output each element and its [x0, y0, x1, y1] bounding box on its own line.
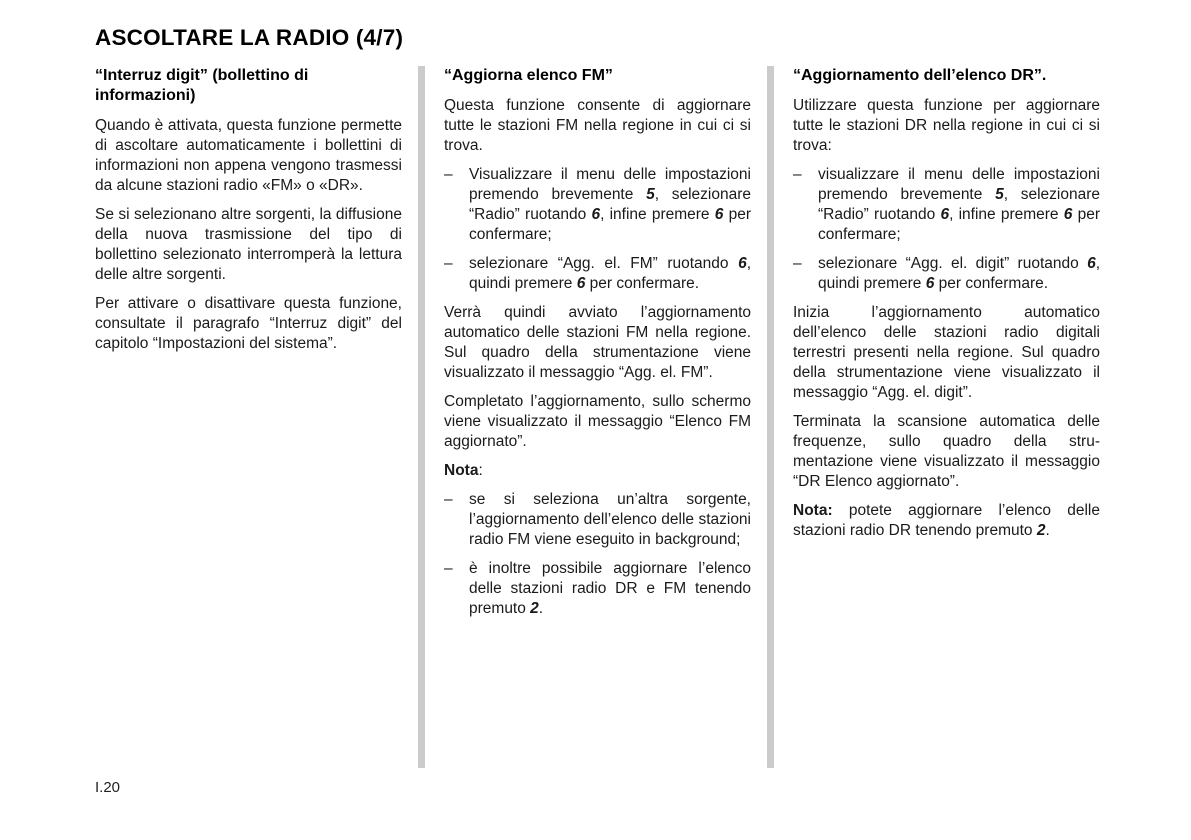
inline-text: : [478, 462, 483, 479]
column-heading: “Aggiorna elenco FM” [444, 67, 613, 84]
inline-emphasis: 5 [995, 186, 1004, 203]
paragraph [444, 461, 751, 481]
inline-emphasis: 6 [1087, 255, 1096, 272]
column-aggiorna-elenco-fm [444, 66, 751, 628]
inline-text: , quindi premere [818, 255, 1100, 292]
inline-text: per confermare; [818, 206, 1101, 243]
column-heading: “Interruz digit” (bollettino di informazioni) [95, 67, 309, 104]
list-item [793, 254, 1100, 294]
inline-emphasis: 6 [738, 255, 747, 272]
list-item-text [469, 255, 751, 292]
list-item-text [818, 255, 1100, 292]
inline-text: visualizzare il menu delle impostazioni premendo brevemente [818, 166, 1100, 203]
inline-text: per confermare; [469, 206, 752, 243]
inline-emphasis: Nota: [793, 502, 833, 519]
paragraph [444, 303, 751, 383]
inline-text: Inizia l’aggiornamento automatico dell’elenco delle stazioni radio digitali terrestri presenti nella regione. Sul quadro della strumentazione viene visualizzato il messaggio “Agg. el. digit”. [793, 304, 1100, 401]
inline-emphasis: 6 [925, 275, 935, 292]
inline-text: se si seleziona un’altra sorgente, l’aggiornamento dell’elenco delle stazioni radio FM viene eseguito in background; [469, 491, 751, 548]
inline-text: Utilizzare questa funzione per aggiornare tutte le stazioni DR nella regione in cui ci si trova: [793, 97, 1100, 154]
list-item [793, 165, 1100, 245]
inline-emphasis: 6 [714, 206, 724, 223]
list-dash-marker: – [444, 166, 453, 183]
paragraph [793, 303, 1100, 403]
list-item-text [469, 166, 751, 243]
inline-text: è inoltre possibile aggiornare l’elenco delle stazioni radio DR e FM tenendo premuto [469, 560, 751, 617]
inline-emphasis: 6 [1063, 206, 1073, 223]
inline-text: potete aggiornare l’elenco delle stazioni radio DR tenendo premuto [793, 502, 1100, 539]
inline-emphasis: 6 [591, 206, 601, 223]
column-aggiornamento-elenco-dr [793, 66, 1100, 550]
inline-text: selezionare “Agg. el. FM” ruotando [469, 255, 739, 272]
paragraph [793, 96, 1100, 156]
inline-text: Quando è attivata, questa funzione permette di ascoltare automaticamente i bollettini di informazioni non appena vengono trasmessi da alcune stazioni radio «FM» o «DR». [95, 117, 402, 194]
inline-emphasis: 5 [646, 186, 655, 203]
list-item-text [469, 491, 751, 548]
inline-text: , infine premere [949, 206, 1064, 223]
inline-text: , quindi premere [469, 255, 751, 292]
inline-text: Visualizzare il menu delle impostazioni premendo brevemente [469, 166, 751, 203]
inline-emphasis: Nota [444, 462, 479, 479]
column-divider [767, 66, 774, 768]
list-item-text [818, 166, 1100, 243]
list-dash-marker: – [444, 255, 453, 272]
list-dash-marker: – [793, 166, 802, 183]
list-item [444, 254, 751, 294]
inline-text: per confermare. [585, 275, 700, 292]
inline-text: . [538, 600, 544, 617]
inline-text: Per attivare o disattivare questa funzione, consultate il paragrafo “Interruz digit” del capitolo “Impostazioni del sistema”. [95, 295, 402, 352]
column-divider [418, 66, 425, 768]
inline-emphasis: 2 [1036, 522, 1046, 539]
inline-text: , infine premere [600, 206, 715, 223]
column-heading: “Aggiornamento dell’elenco DR”. [793, 67, 1047, 84]
list-dash-marker: – [444, 491, 453, 508]
page-number: I.20 [95, 779, 121, 796]
content-columns [95, 66, 1100, 768]
paragraph [95, 205, 402, 285]
page-title: ASCOLTARE LA RADIO (4/7) [95, 25, 404, 50]
list-dash-marker: – [793, 255, 802, 272]
list-item-text [469, 560, 751, 617]
inline-text: . [1045, 522, 1050, 539]
paragraph [95, 116, 402, 196]
inline-text: , selezionare “Radio” ruotando [469, 186, 751, 223]
list-item [444, 490, 751, 550]
paragraph [444, 392, 751, 452]
inline-emphasis: 6 [576, 275, 586, 292]
inline-text: Se si selezionano altre sorgenti, la diffusione della nuova trasmissione del tipo di bollettino selezionato interromperà la lettura delle altre sorgenti. [95, 206, 402, 283]
inline-emphasis: 2 [530, 600, 539, 617]
column-interruz-digit [95, 66, 402, 363]
inline-text: selezionare “Agg. el. digit” ruotando [818, 255, 1088, 272]
inline-text: per confermare. [934, 275, 1049, 292]
inline-emphasis: 6 [940, 206, 950, 223]
inline-text: Verrà quindi avviato l’aggiornamento automatico delle stazioni FM nella regione. Sul quadro della strumentazione viene visualizzato il messaggio “Agg. el. FM”. [444, 304, 751, 381]
inline-text: , selezionare “Radio” ruotando [818, 186, 1100, 223]
paragraph [793, 501, 1100, 541]
list-item [444, 165, 751, 245]
inline-text: Terminata la scansione automatica delle frequenze, sullo quadro della strumentazione viene visualizzato il messaggio “DR Elenco aggiornato”. [793, 413, 1100, 490]
paragraph [95, 294, 402, 354]
paragraph [444, 96, 751, 156]
paragraph [793, 412, 1100, 492]
inline-text: Completato l’aggiornamento, sullo schermo viene visualizzato il messaggio “Elenco FM aggiornato”. [444, 393, 751, 450]
list-item [444, 559, 751, 619]
list-dash-marker: – [444, 560, 453, 577]
inline-text: Questa funzione consente di aggiornare tutte le stazioni FM nella regione in cui ci si trova. [444, 97, 751, 154]
